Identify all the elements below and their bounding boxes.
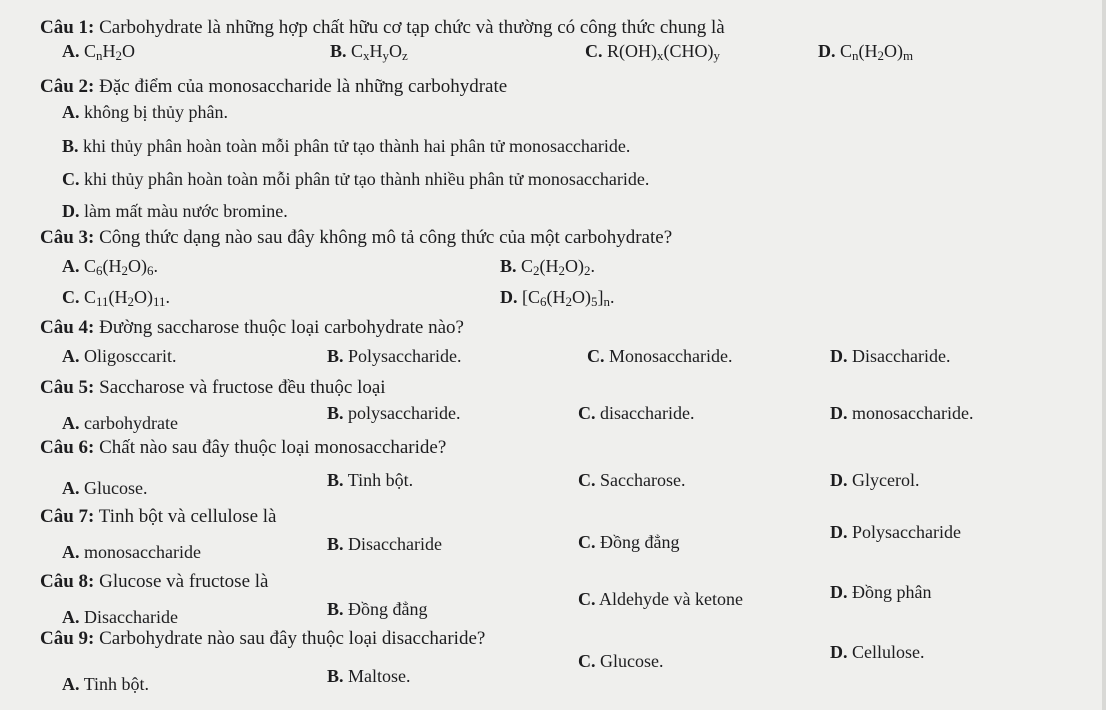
question-5 <box>40 377 386 399</box>
option-text: Tinh bột. <box>83 674 150 694</box>
formula-part: O) <box>127 256 147 276</box>
question-1-option-b <box>330 41 408 62</box>
option-text: Polysaccharide <box>852 522 961 542</box>
formula-part: O) <box>571 287 591 307</box>
question-1-option-c <box>585 41 720 62</box>
question-6-option-a <box>62 478 147 499</box>
question-6-label: Câu 6: <box>40 437 95 458</box>
option-letter: A. <box>62 674 80 694</box>
formula-subscript: n <box>603 294 610 310</box>
option-text: Monosaccharide. <box>609 346 733 366</box>
formula-subscript: 2 <box>584 263 591 279</box>
formula-subscript: x <box>657 48 664 64</box>
formula-part: O) <box>883 41 903 61</box>
question-8 <box>40 571 268 593</box>
option-text: làm mất màu nước bromine. <box>84 201 288 221</box>
formula-part: C <box>840 41 853 61</box>
question-2-text: Đặc điểm của monosaccharide là những carbohydrate <box>99 76 508 97</box>
question-8-option-a <box>62 607 178 628</box>
option-text: khi thủy phân hoàn toàn mỗi phân tử tạo thành nhiều phân tử monosaccharide. <box>84 169 650 189</box>
option-formula <box>522 287 615 310</box>
question-7-option-c <box>578 532 680 553</box>
question-4-option-b <box>327 346 461 367</box>
formula-subscript: 11 <box>152 294 166 310</box>
option-letter: D. <box>830 522 848 542</box>
formula-part: . <box>153 256 158 276</box>
formula-subscript: z <box>402 48 408 64</box>
question-2 <box>40 76 507 98</box>
option-letter: C. <box>578 403 596 423</box>
option-text: Glycerol. <box>852 470 920 490</box>
formula-subscript: n <box>96 48 103 64</box>
option-letter: D. <box>500 287 518 307</box>
question-9-option-c <box>578 651 663 672</box>
question-7-label: Câu 7: <box>40 506 95 527</box>
formula-subscript: 2 <box>115 48 122 64</box>
formula-part: O <box>389 41 402 61</box>
question-5-label: Câu 5: <box>40 377 95 398</box>
option-text: carbohydrate <box>84 413 178 433</box>
option-letter: B. <box>327 534 344 554</box>
question-4 <box>40 317 464 339</box>
option-text: Polysaccharide. <box>348 346 462 366</box>
option-formula <box>351 41 408 64</box>
option-letter: B. <box>327 346 344 366</box>
formula-part: O) <box>133 287 153 307</box>
option-text: Disaccharide <box>84 607 178 627</box>
question-6-option-d <box>830 470 919 491</box>
question-3-option-b <box>500 256 595 277</box>
question-1-option-a <box>62 41 135 62</box>
question-3-label: Câu 3: <box>40 227 95 248</box>
formula-subscript: m <box>902 48 914 64</box>
option-formula <box>84 287 170 310</box>
option-letter: A. <box>62 41 80 61</box>
formula-subscript: 2 <box>127 294 134 310</box>
option-formula <box>84 41 135 64</box>
option-letter: C. <box>578 470 596 490</box>
question-8-option-b <box>327 599 428 620</box>
option-text: Glucose. <box>600 651 664 671</box>
question-4-option-a <box>62 346 176 367</box>
option-letter: C. <box>62 287 80 307</box>
option-text: Glucose. <box>84 478 148 498</box>
question-1-label: Câu 1: <box>40 17 95 38</box>
formula-part: C <box>351 41 364 61</box>
option-letter: D. <box>830 470 848 490</box>
question-1-text: Carbohydrate là những hợp chất hữu cơ tạp chức và thường có công thức chung là <box>99 17 725 38</box>
formula-part: . <box>590 256 595 276</box>
option-letter: B. <box>330 41 347 61</box>
option-letter: D. <box>62 201 80 221</box>
question-6-option-c <box>578 470 685 491</box>
question-7-option-b <box>327 534 442 555</box>
option-text: Đồng phân <box>852 582 932 602</box>
question-4-option-c <box>587 346 732 367</box>
option-text: không bị thủy phân. <box>84 102 228 122</box>
option-letter: B. <box>327 470 344 490</box>
question-6-option-b <box>327 470 413 491</box>
formula-part: O <box>121 41 135 61</box>
option-text: Disaccharide <box>348 534 442 554</box>
formula-subscript: 2 <box>558 263 565 279</box>
option-letter: C. <box>585 41 603 61</box>
question-9-option-d <box>830 642 925 663</box>
formula-part: . <box>609 287 615 307</box>
question-9-option-a <box>62 674 149 695</box>
question-8-text: Glucose và fructose là <box>99 571 269 592</box>
question-9-text: Carbohydrate nào sau đây thuộc loại disaccharide? <box>99 628 486 649</box>
formula-part: [C <box>522 287 540 307</box>
option-letter: C. <box>578 532 596 552</box>
formula-subscript: 5 <box>590 294 598 310</box>
question-5-option-c <box>578 403 694 424</box>
question-8-option-d <box>830 582 932 603</box>
question-4-option-d <box>830 346 950 367</box>
option-letter: A. <box>62 542 80 562</box>
option-letter: B. <box>500 256 517 276</box>
question-1 <box>40 17 725 39</box>
option-letter: A. <box>62 607 80 627</box>
option-text: Cellulose. <box>852 642 925 662</box>
option-text: monosaccharide. <box>852 403 974 423</box>
option-formula <box>607 41 720 64</box>
formula-subscript: x <box>363 48 370 64</box>
option-letter: D. <box>830 403 848 423</box>
formula-part: (H <box>858 41 878 61</box>
page-edge <box>1102 0 1106 710</box>
option-letter: A. <box>62 478 80 498</box>
option-text: Đồng đẳng <box>348 599 428 619</box>
option-formula <box>521 256 595 279</box>
formula-part: C <box>84 287 97 307</box>
formula-subscript: 6 <box>146 263 154 279</box>
option-letter: A. <box>62 256 80 276</box>
option-text: Disaccharide. <box>852 346 951 366</box>
question-4-label: Câu 4: <box>40 317 95 338</box>
question-5-option-b <box>327 403 460 424</box>
formula-subscript: 11 <box>96 294 109 310</box>
formula-part: C <box>521 256 534 276</box>
question-8-label: Câu 8: <box>40 571 95 592</box>
question-5-option-a <box>62 413 178 434</box>
formula-subscript: 2 <box>877 48 884 64</box>
option-letter: A. <box>62 413 80 433</box>
question-7-text: Tinh bột và cellulose là <box>98 506 277 527</box>
option-text: Maltose. <box>348 666 411 686</box>
formula-subscript: 2 <box>121 263 128 279</box>
formula-part: O) <box>565 256 584 276</box>
option-text: Tinh bột. <box>347 470 414 490</box>
question-2-option-d <box>62 201 288 222</box>
option-formula <box>84 256 158 279</box>
question-3-option-d <box>500 287 614 308</box>
question-9-label: Câu 9: <box>40 628 95 649</box>
option-text: khi thủy phân hoàn toàn mỗi phân tử tạo thành hai phân tử monosaccharide. <box>83 136 631 156</box>
formula-subscript: y <box>382 48 389 64</box>
formula-part: (H <box>539 256 559 276</box>
question-9 <box>40 628 485 650</box>
option-letter: D. <box>830 642 848 662</box>
question-5-option-d <box>830 403 973 424</box>
option-letter: C. <box>62 169 80 189</box>
question-2-option-a <box>62 102 228 123</box>
formula-part: ] <box>597 287 604 307</box>
formula-part: H <box>369 41 383 61</box>
option-letter: D. <box>830 346 848 366</box>
formula-part: (H <box>546 287 566 307</box>
option-text: Saccharose. <box>600 470 686 490</box>
question-1-option-d <box>818 41 913 62</box>
question-6-text: Chất nào sau đây thuộc loại monosaccharide? <box>99 437 447 458</box>
formula-part: (H <box>108 287 128 307</box>
formula-part: (H <box>102 256 122 276</box>
option-letter: D. <box>830 582 848 602</box>
question-6 <box>40 437 446 459</box>
question-2-option-b <box>62 136 630 157</box>
option-text: Đồng đẳng <box>600 532 680 552</box>
option-letter: B. <box>327 666 344 686</box>
option-letter: C. <box>587 346 605 366</box>
formula-subscript: 2 <box>533 263 540 279</box>
question-3-option-a <box>62 256 158 277</box>
question-7-option-a <box>62 542 201 563</box>
question-3-text: Công thức dạng nào sau đây không mô tả công thức của một carbohydrate? <box>99 227 673 248</box>
option-letter: C. <box>578 651 596 671</box>
formula-subscript: y <box>713 48 720 64</box>
formula-part: R(OH) <box>607 41 657 61</box>
question-8-option-c <box>578 589 743 610</box>
formula-subscript: 2 <box>565 294 572 310</box>
option-letter: A. <box>62 102 80 122</box>
option-letter: B. <box>62 136 79 156</box>
question-9-option-b <box>327 666 411 687</box>
question-7 <box>40 506 276 528</box>
question-2-option-c <box>62 169 649 190</box>
option-formula <box>840 41 914 64</box>
question-5-text: Saccharose và fructose đều thuộc loại <box>99 377 386 398</box>
question-4-text: Đường saccharose thuộc loại carbohydrate nào? <box>99 317 464 338</box>
question-7-option-d <box>830 522 961 543</box>
option-letter: C. <box>578 589 596 609</box>
option-letter: B. <box>327 403 344 423</box>
formula-part: . <box>165 287 170 307</box>
question-3 <box>40 227 672 249</box>
formula-part: (CHO) <box>663 41 714 61</box>
option-letter: D. <box>818 41 836 61</box>
option-text: Aldehyde và ketone <box>599 589 743 609</box>
option-letter: B. <box>327 599 344 619</box>
formula-part: C <box>84 41 97 61</box>
formula-part: H <box>102 41 116 61</box>
option-text: disaccharide. <box>600 403 695 423</box>
question-3-option-c <box>62 287 170 308</box>
option-text: monosaccharide <box>84 542 201 562</box>
formula-subscript: n <box>852 48 859 64</box>
option-text: Oligosccarit. <box>84 346 177 366</box>
option-text: polysaccharide. <box>348 403 461 423</box>
formula-subscript: 6 <box>540 294 547 310</box>
formula-part: C <box>84 256 97 276</box>
question-2-label: Câu 2: <box>40 76 95 97</box>
formula-subscript: 6 <box>96 263 103 279</box>
option-letter: A. <box>62 346 80 366</box>
